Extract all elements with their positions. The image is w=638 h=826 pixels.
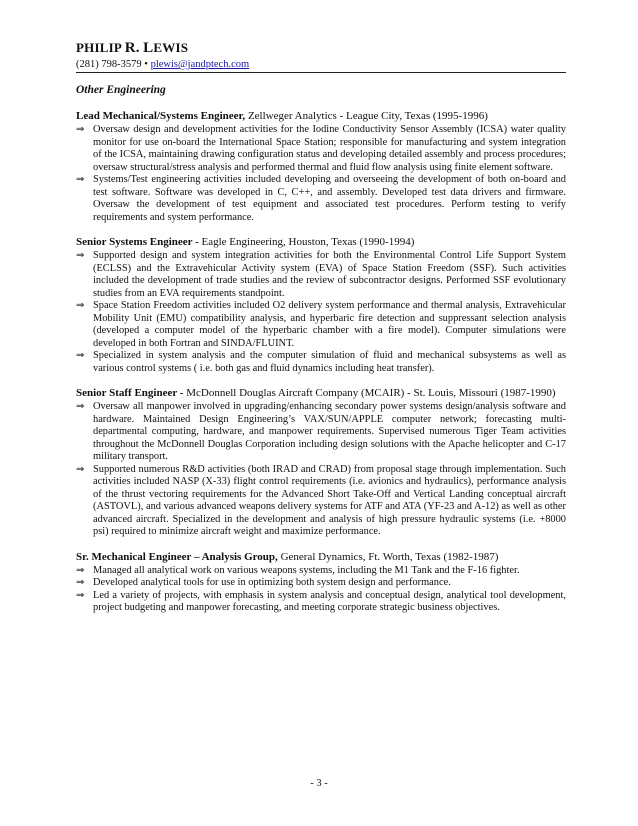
- right-double-arrow-icon: ⇒: [76, 300, 85, 311]
- bullet-text: Systems/Test engineering activities included developing and overseeing the development of both on-board and test software. Software was developed in C, C++, and assembly. Developed test data drivers and firmware. Oversaw the development of test equipment and associated test procedures. Perform testing to verify requirements and system performance.: [93, 174, 566, 223]
- right-double-arrow-icon: ⇒: [76, 564, 85, 576]
- bullet-text: Supported numerous R&D activities (both IRAD and CRAD) from proposal stage through implementation. Such activities included NASP (X-33) flight control requirements (i.e. avionics and hydraulics), performance analysis of the thrust vectoring requirements for the Advanced Short Take-Off and Vertical Landing conceptual aircraft (ASTOVL), and various advanced weapons delivery systems for ATF and ATA (YF-23 and A-12) as well as other advanced aircraft. Specialized in the development and analysis of high pressure hydraulic systems (i.e. +8000 psi) required to minimize aircraft weight and maximize performance.: [93, 463, 566, 537]
- right-double-arrow-icon: ⇒: [76, 401, 85, 412]
- bullet-list: [76, 401, 566, 539]
- job-title: [76, 236, 566, 249]
- bullet-text: Specialized in system analysis and the computer simulation of fluid and mechanical subsystems as well as various control systems ( i.e. both gas and fluid dynamics including heat transfer).: [93, 350, 566, 374]
- job-entry: [76, 551, 566, 615]
- job-role: Senior Systems Engineer -: [76, 236, 199, 248]
- job-entry: [76, 110, 566, 224]
- bullet-item: [76, 590, 566, 615]
- candidate-name: [76, 40, 566, 56]
- last-name-initial: L: [143, 40, 154, 56]
- right-double-arrow-icon: ⇒: [76, 350, 85, 361]
- job-entry: [76, 387, 566, 539]
- bullet-text: Led a variety of projects, with emphasis in system analysis and conceptual design, analytical tool development, project budgeting and manpower forecasting, and meeting corporate strategic business objectives.: [93, 589, 566, 613]
- page-number: - 3 -: [310, 778, 328, 789]
- job-entry: [76, 236, 566, 375]
- header-divider: [76, 72, 566, 73]
- bullet-list: [76, 250, 566, 375]
- job-title: [76, 551, 566, 564]
- bullet-item: [76, 350, 566, 375]
- bullet-text: Oversaw all manpower involved in upgrading/enhancing secondary power systems design/analysis software and hardware. Maintained Design Engineering’s VAX/SUN/APPLE computer network; forecasting multi-departmental computing, hardware, and manpower requirements. Supervised numerous Tiger Team activities throughout the McDonnell Douglas Corporation including design solutions with the Apache helicopter and C-17 military transport.: [93, 401, 566, 462]
- bullet-item: [76, 401, 566, 464]
- right-double-arrow-icon: ⇒: [76, 174, 85, 185]
- right-double-arrow-icon: ⇒: [76, 577, 85, 588]
- bullet-list: [76, 565, 566, 615]
- bullet-text: Oversaw design and development activities for the Iodine Conductivity Sensor Assembly (ICSA) water quality monitor for use on-board the International Space Station; responsible for manufacturing and system integration of the ICSA, maintaining drawing configuration status and developing detailed assembly and process procedures; oversaw structural/stress analysis and performed thermal and fluid flow analysis using finite element software.: [93, 124, 566, 173]
- bullet-text: Supported design and system integration activities for both the Environmental Control Life Support System (ECLSS) and the Extravehicular Activity system (EVA) of Space Station Freedom (SSF). Such activities included the development of trade studies and the review of subcontractor designs. Performed SSF evolutionary studies from an EVA requirements standpoint.: [93, 250, 566, 299]
- bullet-item: [76, 577, 566, 590]
- bullet-text: Developed analytical tools for use in optimizing both system design and performance.: [93, 577, 451, 588]
- resume-body: [76, 84, 566, 627]
- job-employer: Eagle Engineering, Houston, Texas (1990-1994): [198, 236, 415, 248]
- bullet-item: [76, 464, 566, 539]
- right-double-arrow-icon: ⇒: [76, 589, 85, 601]
- bullet-item: [76, 174, 566, 224]
- first-name: PHILIP: [76, 40, 122, 55]
- email-link[interactable]: plewis@jandptech.com: [150, 59, 250, 70]
- bullet-text: Managed all analytical work on various weapons systems, including the M1 Tank and the F-16 fighter.: [93, 564, 520, 576]
- bullet-item: [76, 300, 566, 350]
- resume-header: [76, 40, 566, 71]
- bullet-item: [76, 565, 566, 578]
- job-list: [76, 110, 566, 615]
- job-employer: General Dynamics, Ft. Worth, Texas (1982-1987): [277, 550, 499, 563]
- job-title: [76, 387, 566, 400]
- right-double-arrow-icon: ⇒: [76, 463, 85, 475]
- job-employer: McDonnell Douglas Aircraft Company (MCAIR) - St. Louis, Missouri (1987-1990): [183, 387, 556, 399]
- bullet-item: [76, 250, 566, 300]
- job-role: Senior Staff Engineer -: [76, 387, 184, 399]
- right-double-arrow-icon: ⇒: [76, 250, 85, 261]
- job-role: Sr. Mechanical Engineer – Analysis Group,: [76, 550, 278, 563]
- middle-initial: R.: [124, 40, 140, 56]
- job-title: [76, 110, 566, 123]
- job-role: Lead Mechanical/Systems Engineer,: [76, 110, 246, 122]
- right-double-arrow-icon: ⇒: [76, 124, 85, 135]
- job-employer: Zellweger Analytics - League City, Texas (1995-1996): [245, 110, 488, 122]
- bullet-text: Space Station Freedom activities included O2 delivery system performance and thermal analysis, Extravehicular Mobility Unit (EMU) compatibility analysis, and hyperbaric fire detection and suppressant selection analysis (developed a computer model of the hyperbaric chamber with a fire model). Computer simulations were developed in both Fortran and SINDA/FLUINT.: [93, 300, 566, 349]
- last-name-rest: EWIS: [153, 40, 189, 55]
- section-title: Other Engineering: [76, 84, 166, 96]
- phone-number: (281) 798-3579: [76, 59, 142, 70]
- contact-separator: •: [144, 59, 148, 70]
- bullet-item: [76, 124, 566, 174]
- bullet-list: [76, 124, 566, 224]
- contact-line: [76, 58, 566, 71]
